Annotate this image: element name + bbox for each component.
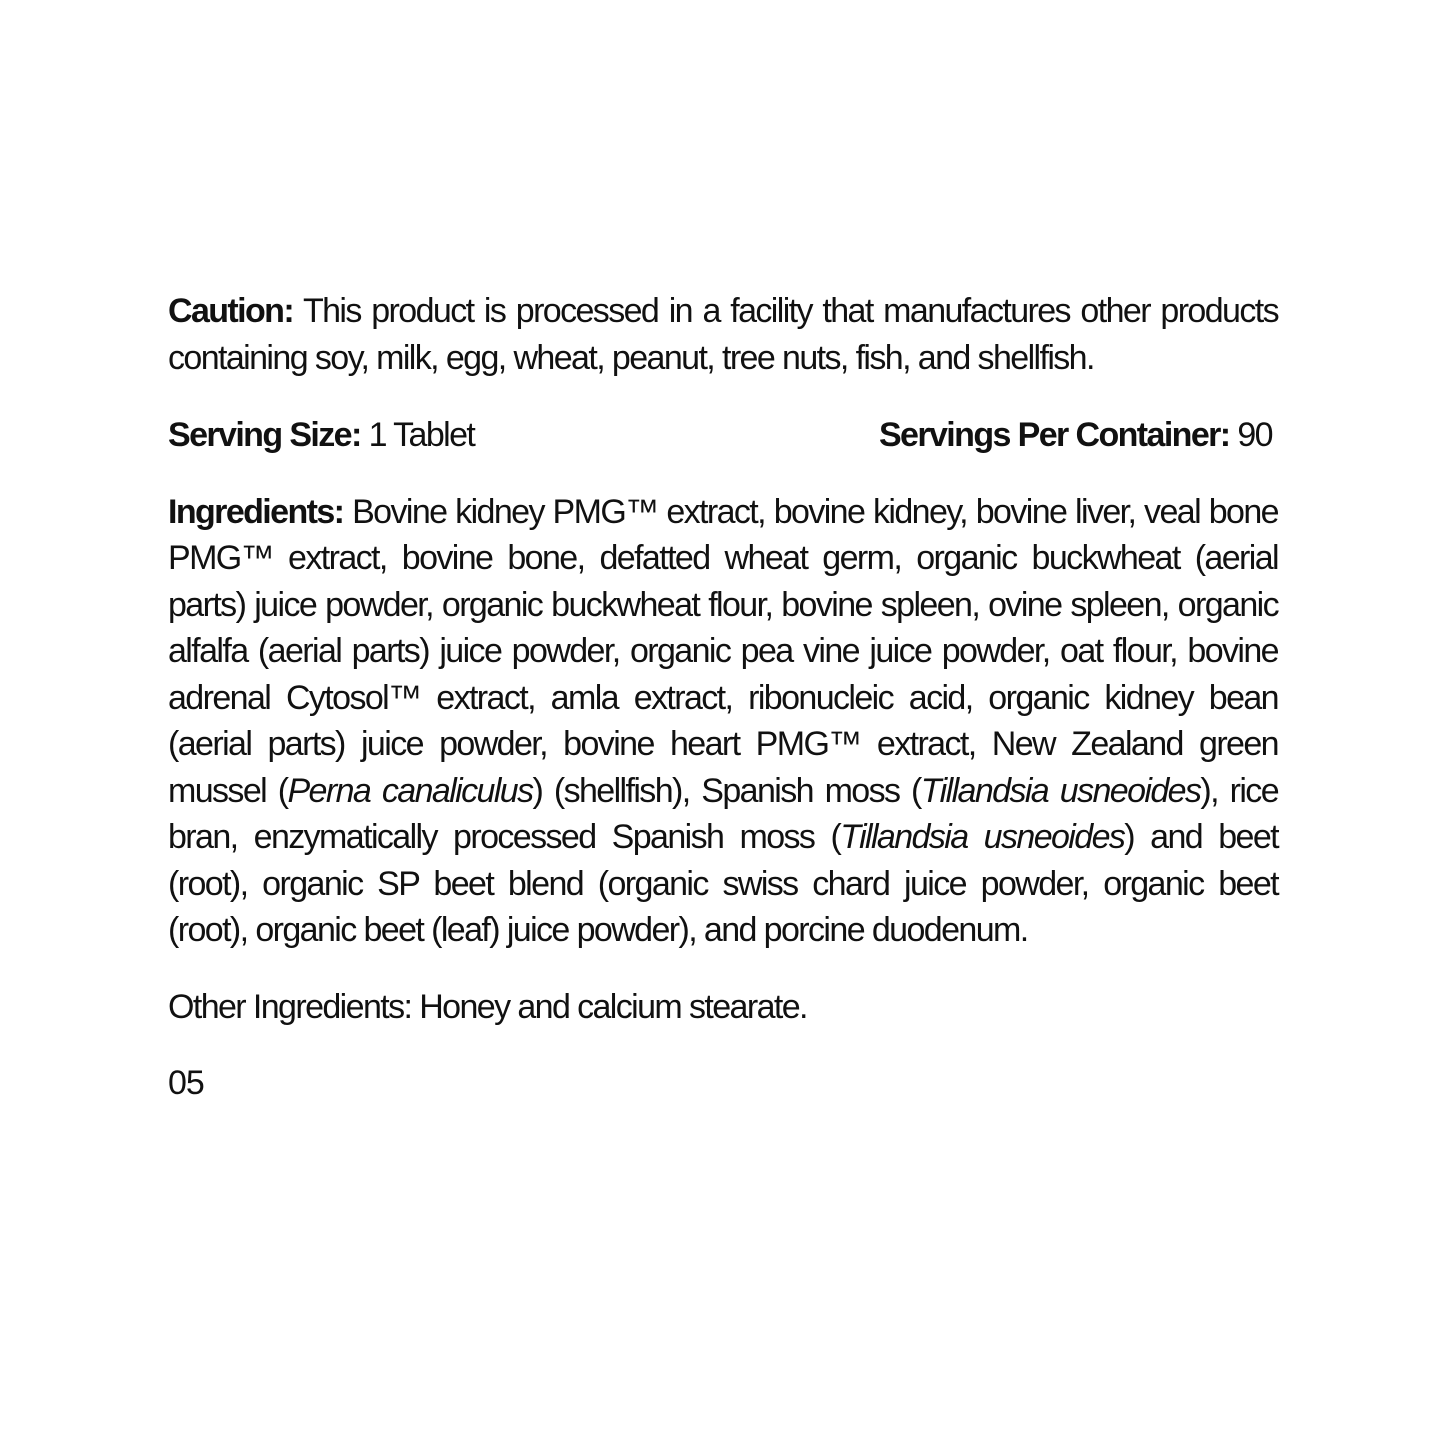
caution-label: Caution: bbox=[168, 292, 294, 330]
lot-code: 05 bbox=[168, 1064, 204, 1102]
servings-per-container bbox=[879, 412, 1272, 459]
ingredients-list bbox=[168, 489, 1278, 954]
other-ingredients: Other Ingredients: Honey and calcium stearate. bbox=[168, 987, 807, 1026]
ingredients-label: Ingredients: bbox=[168, 492, 344, 531]
supplement-label-panel bbox=[168, 288, 1278, 1107]
ingredients-species-2: Tillandsia usneoides bbox=[920, 771, 1201, 810]
serving-size-label: Serving Size: bbox=[168, 416, 361, 454]
serving-size-value: 1 Tablet bbox=[368, 416, 475, 454]
caution-statement bbox=[168, 288, 1278, 381]
servings-per-container-value: 90 bbox=[1237, 416, 1272, 454]
ingredients-text-2: ) (shellfish), Spanish moss ( bbox=[532, 771, 921, 810]
serving-size bbox=[168, 412, 474, 459]
ingredients-text-4: ) and beet (root), organic SP beet blend (organic swiss chard juice powder, organic beet (root), organic beet (leaf) juice powder), and porcine duodenum. bbox=[168, 818, 1278, 949]
servings-per-container-label: Servings Per Container: bbox=[878, 416, 1230, 454]
serving-info-row bbox=[168, 412, 1278, 459]
ingredients-text-3: ), rice bran, enzymatically processed Spanish moss ( bbox=[168, 771, 1279, 856]
ingredients-species-1: Perna canaliculus bbox=[287, 771, 533, 810]
ingredients-text-1: Bovine kidney PMG™ extract, bovine kidney, bovine liver, veal bone PMG™ extract, bovine bone, defatted wheat germ, organic buckwheat (aerial parts) juice powder, organic buckwheat flour, bovine spleen, ovine spleen, organic alfalfa (aerial parts) juice powder, organic pea vine juice powder, oat flour, bovine adrenal Cytosol™ extract, amla extract, ribonucleic acid, organic kidney bean (aerial parts) juice powder, bovine heart PMG™ extract, New Zealand green mussel ( bbox=[168, 492, 1278, 810]
ingredients-species-3: Tillandsia usneoides bbox=[840, 818, 1125, 856]
caution-text: This product is processed in a facility that manufactures other products containing soy, milk, egg, wheat, peanut, tree nuts, fish, and shellfish. bbox=[168, 292, 1279, 377]
